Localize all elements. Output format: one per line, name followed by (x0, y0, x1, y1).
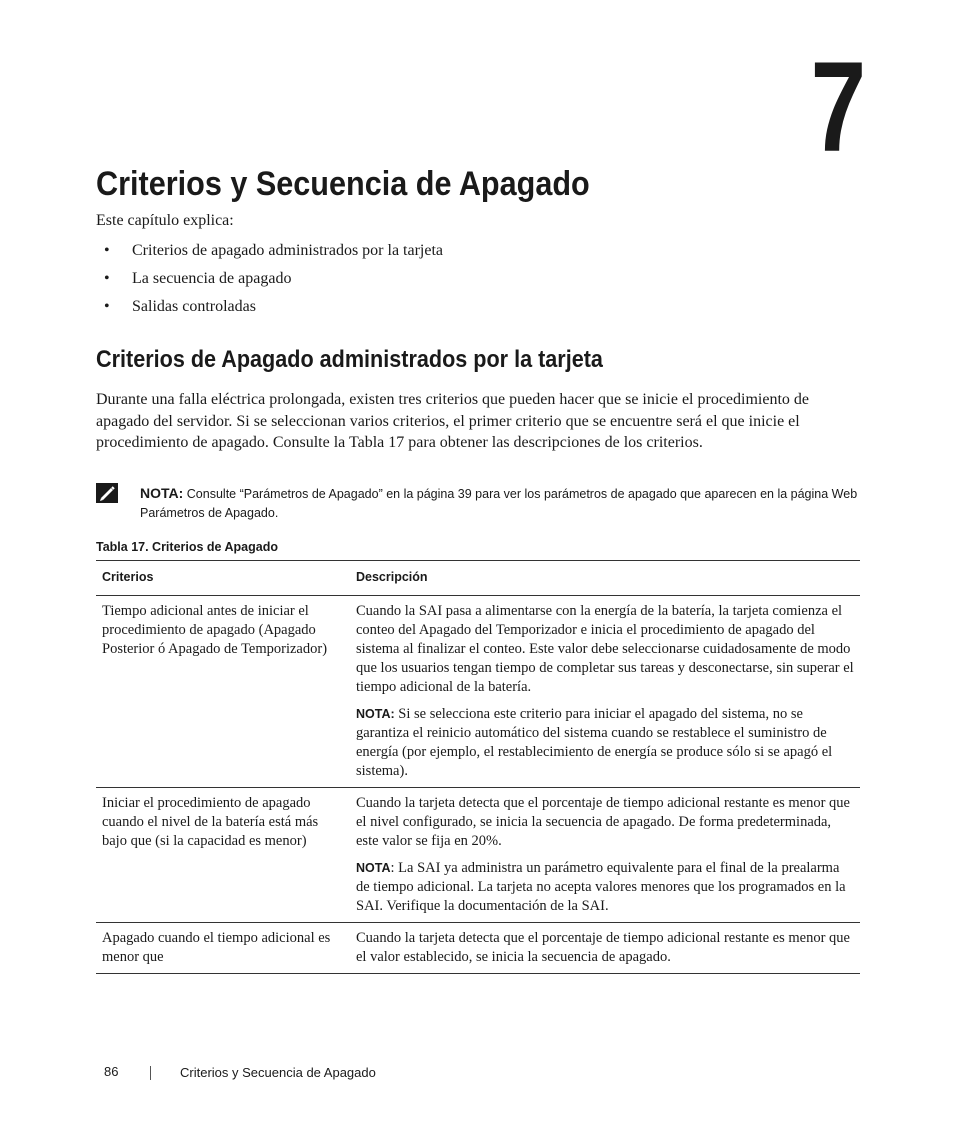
description-cell (350, 923, 860, 974)
pencil-note-icon (96, 483, 118, 503)
criterion-cell: Apagado cuando el tiempo adicional es menor que (96, 923, 350, 974)
description-cell (350, 788, 860, 923)
table-header-row (96, 561, 860, 596)
cell-note-label: NOTA (356, 861, 391, 875)
page-number: 86 (104, 1064, 119, 1079)
list-item (104, 240, 443, 268)
cell-note-text: Si se selecciona este criterio para iniciar el apagado del sistema, no se garantiza el reinicio automático del sistema cuando se restablece el suministro de energía (por ejemplo, el restablecimiento de energía se produce sólo si se apagó el sistema). (356, 706, 833, 779)
bullet-list (104, 240, 443, 324)
table-row (96, 788, 860, 923)
intro-text: Este capítulo explica: (96, 212, 234, 229)
description-text: Cuando la SAI pasa a alimentarse con la energía de la batería, la tarjeta comienza el conteo del Apagado del Temporizador e inicia el procedimiento de apagado del sistema al finalizar el conteo. Este valor debe seleccionarse cuidadosamente de modo que los usuarios tengan tiempo de completar sus tareas y desconectarse, sin superar el tiempo adicional de la batería. (356, 603, 854, 695)
table-caption: Tabla 17. Criterios de Apagado (96, 540, 278, 554)
cell-note-label: NOTA: (356, 707, 395, 721)
cell-note (356, 705, 854, 781)
footer-divider (150, 1066, 151, 1080)
table-row (96, 596, 860, 788)
section-heading: Criterios de Apagado administrados por la tarjeta (96, 346, 603, 373)
criterion-cell: Tiempo adicional antes de iniciar el procedimiento de apagado (Apagado Posterior ó Apagado de Temporizador) (96, 596, 350, 788)
bullet-icon: • (104, 242, 110, 259)
bullet-icon: • (104, 270, 110, 287)
cell-note-text: : La SAI ya administra un parámetro equivalente para el final de la prealarma de tiempo adicional. La tarjeta no acepta valores menores que los programados en la SAI. Verifique la documentación de la SAI. (356, 860, 846, 914)
cell-note (356, 859, 854, 916)
criterion-cell: Iniciar el procedimiento de apagado cuando el nivel de la batería está más bajo que (si la capacidad es menor) (96, 788, 350, 923)
note-block (140, 484, 860, 523)
column-header-descripcion: Descripción (350, 561, 860, 596)
list-item-text: Salidas controladas (132, 298, 256, 315)
list-item (104, 296, 443, 324)
chapter-number: 7 (810, 36, 866, 179)
criteria-table (96, 560, 860, 974)
list-item-text: Criterios de apagado administrados por la tarjeta (132, 242, 444, 259)
list-item (104, 268, 443, 296)
note-text: Consulte “Parámetros de Apagado” en la página 39 para ver los parámetros de apagado que aparecen en la página Web Parámetros de Apagado. (140, 487, 858, 520)
body-paragraph: Durante una falla eléctrica prolongada, existen tres criterios que pueden hacer que se inicie el procedimiento de apagado del servidor. Si se seleccionan varios criterios, el primer criterio que se encuentre será el que inicie el procedimiento de apagado. Consulte la Tabla 17 para obtener las descripciones de los criterios. (96, 391, 810, 451)
footer-chapter-title: Criterios y Secuencia de Apagado (180, 1065, 376, 1080)
list-item-text: La secuencia de apagado (132, 270, 292, 287)
column-header-criterios: Criterios (96, 561, 350, 596)
description-cell (350, 596, 860, 788)
page-title: Criterios y Secuencia de Apagado (96, 165, 590, 203)
description-text: Cuando la tarjeta detecta que el porcentaje de tiempo adicional restante es menor que el valor establecido, se inicia la secuencia de apagado. (356, 930, 850, 965)
table-row (96, 923, 860, 974)
note-label: NOTA: (140, 485, 184, 501)
description-text: Cuando la tarjeta detecta que el porcentaje de tiempo adicional restante es menor que el nivel configurado, se inicia la secuencia de apagado. De forma predeterminada, este valor se fija en 20%. (356, 795, 850, 849)
bullet-icon: • (104, 298, 110, 315)
